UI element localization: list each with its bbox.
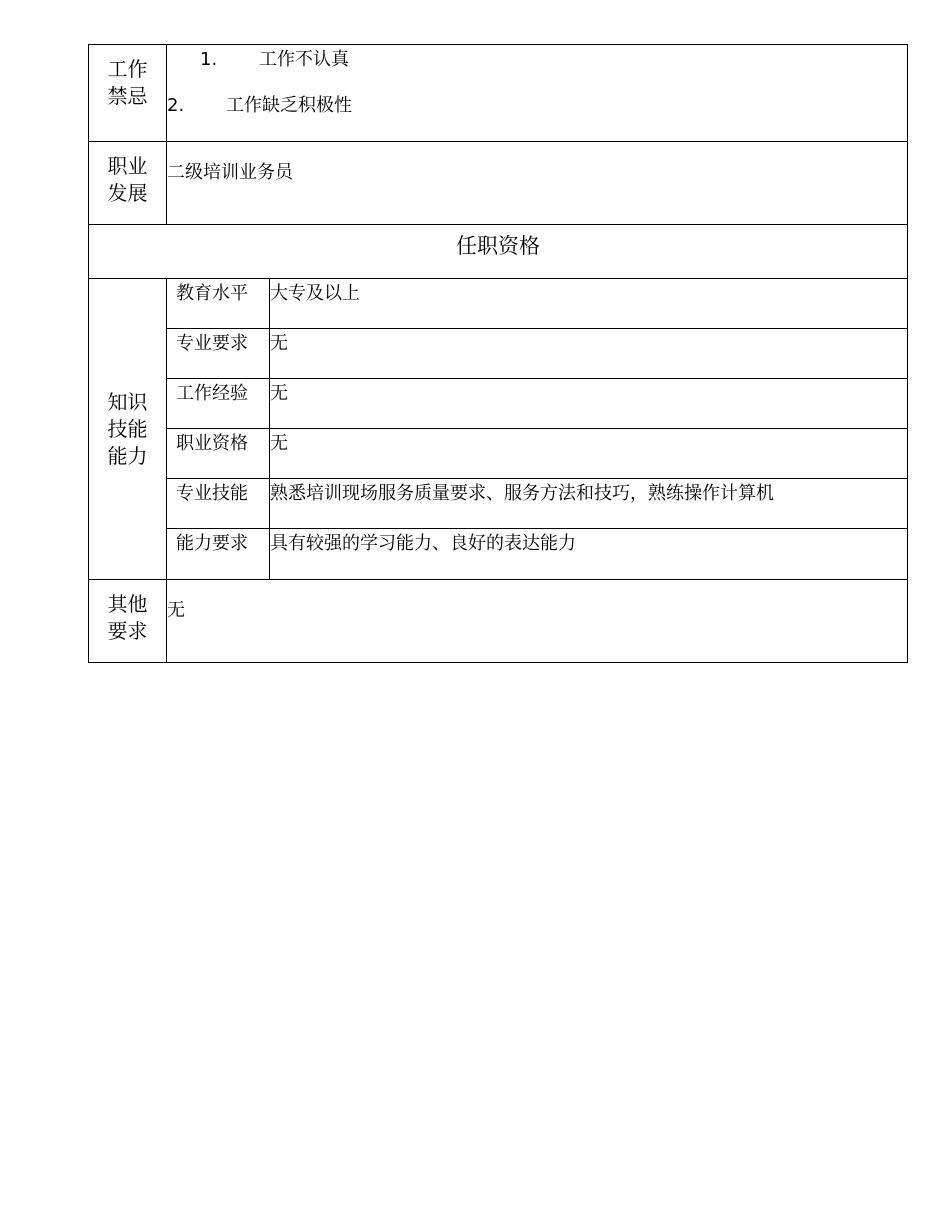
row-value: 大专及以上: [270, 279, 908, 329]
row-label: 能力要求: [167, 529, 270, 580]
table-row: [89, 329, 908, 379]
table-row: [89, 429, 908, 479]
row-label: 专业要求: [167, 329, 270, 379]
row-value: 无: [270, 429, 908, 479]
list-item-text: 工作不认真: [259, 49, 349, 70]
list-item-number: 1.: [200, 49, 218, 70]
career-value: 二级培训业务员: [167, 142, 908, 225]
section-title: 任职资格: [89, 225, 908, 279]
row-value: 具有较强的学习能力、良好的表达能力: [270, 529, 908, 580]
table-row: [89, 529, 908, 580]
row-label: 专业技能: [167, 479, 270, 529]
prohibitions-label: 工作 禁忌: [89, 45, 167, 142]
knowledge-label: 知识 技能 能力: [89, 279, 167, 580]
other-label: 其他 要求: [89, 580, 167, 663]
prohibitions-row: [89, 45, 908, 142]
row-value: 熟悉培训现场服务质量要求、服务方法和技巧，熟练操作计算机: [270, 479, 908, 529]
other-value: 无: [167, 580, 908, 663]
row-value: 无: [270, 379, 908, 429]
table-row: [89, 479, 908, 529]
table-row: [89, 379, 908, 429]
row-label: 教育水平: [167, 279, 270, 329]
row-value: 无: [270, 329, 908, 379]
qualifications-header-row: [89, 225, 908, 279]
row-label: 工作经验: [167, 379, 270, 429]
list-item: [167, 89, 907, 116]
job-spec-table: [88, 44, 908, 663]
career-row: [89, 142, 908, 225]
list-item-number: 2.: [167, 95, 185, 116]
table-row: [89, 279, 908, 329]
career-label: 职业 发展: [89, 142, 167, 225]
list-item-text: 工作缺乏积极性: [226, 95, 352, 116]
list-item: [167, 45, 907, 89]
other-row: [89, 580, 908, 663]
row-label: 职业资格: [167, 429, 270, 479]
prohibitions-list: [167, 45, 908, 142]
